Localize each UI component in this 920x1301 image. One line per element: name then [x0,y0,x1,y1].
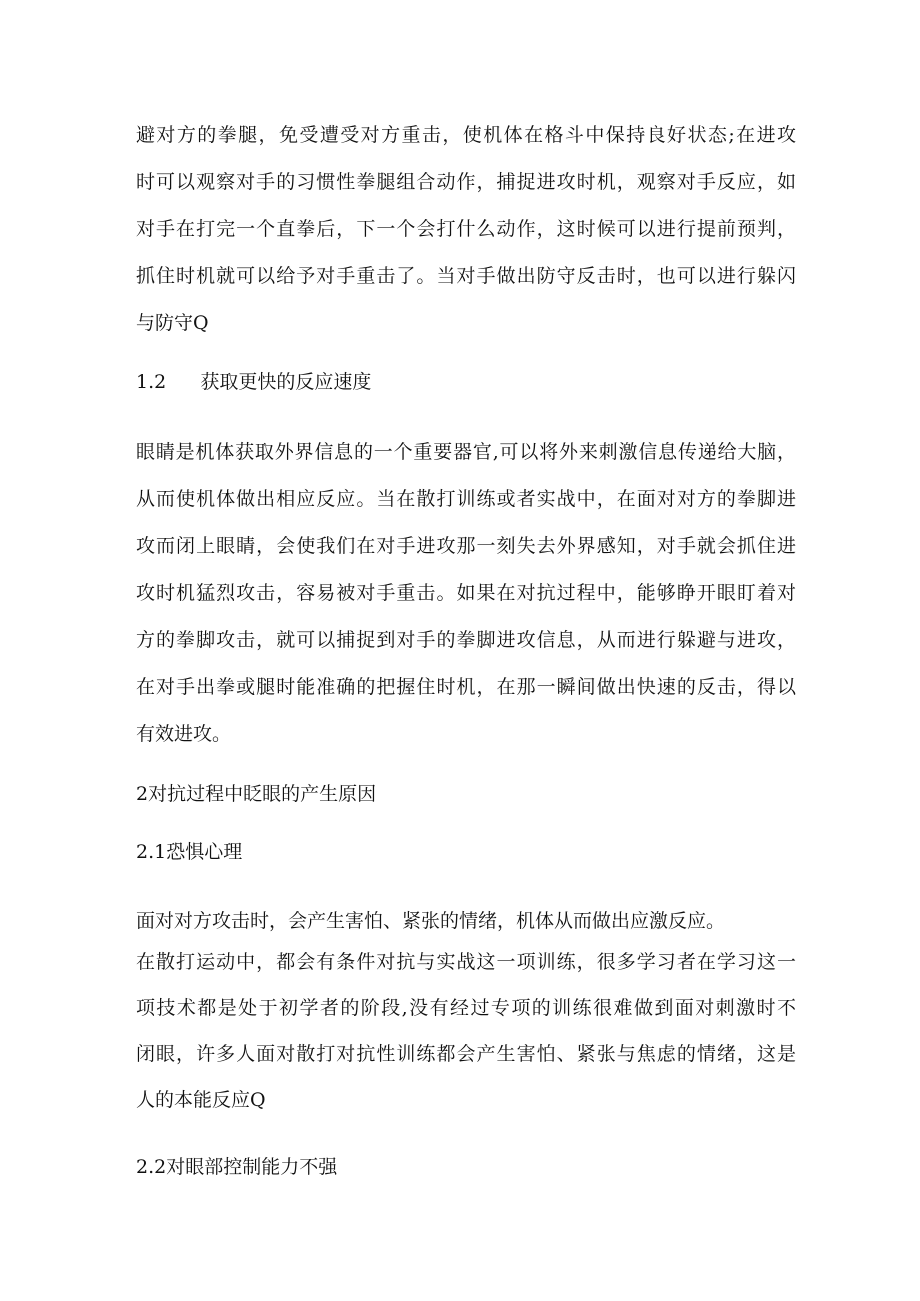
paragraph-line: 在对手出拳或腿时能准确的把握住时机，在那一瞬间做出快速的反击，得以 [136,676,796,698]
paragraph-line: 攻时机猛烈攻击，容易被对手重击。如果在对抗过程中，能够睁开眼盯着对 [136,582,796,604]
paragraph-line: 眼睛是机体获取外界信息的一个重要器官,可以将外来刺激信息传递给大脑， [136,441,796,463]
paragraph-line: 项技术都是处于初学者的阶段,没有经过专项的训练很难做到面对刺激时不 [136,997,796,1019]
section-heading-1-2 [136,370,371,394]
section-title: 获取更快的反应速度 [200,371,372,393]
paragraph-line: 人的本能反应Q [136,1089,266,1111]
paragraph-line: 时可以观察对手的习惯性拳腿组合动作，捕捉进攻时机，观察对手反应，如 [136,171,796,193]
section-heading-2: 2对抗过程中眨眼的产生原因 [136,783,377,805]
paragraph-line: 方的拳脚攻击，就可以捕捉到对手的拳脚进攻信息，从而进行躲避与进攻， [136,629,796,651]
paragraph-line: 攻而闭上眼睛，会使我们在对手进攻那一刻失去外界感知，对手就会抓住进 [136,535,796,557]
paragraph-line: 抓住时机就可以给予对手重击了。当对手做出防守反击时，也可以进行躲闪 [136,265,796,287]
paragraph-line: 与防守Q [136,312,209,334]
paragraph-line: 在散打运动中，都会有条件对抗与实战这一项训练，很多学习者在学习这一 [136,951,796,973]
paragraph-line: 有效进攻。 [136,723,232,745]
paragraph-line: 从而使机体做出相应反应。当在散打训练或者实战中，在面对对方的拳脚进 [136,488,796,510]
paragraph-line: 对手在打完一个直拳后，下一个会打什么动作，这时候可以进行提前预判， [136,218,796,240]
section-heading-2-1: 2.1恐惧心理 [136,841,243,863]
paragraph-line: 避对方的拳腿，免受遭受对方重击，使机体在格斗中保持良好状态;在进攻 [136,124,796,146]
section-heading-2-2: 2.2对眼部控制能力不强 [136,1156,338,1178]
section-number: 1.2 [136,371,167,393]
paragraph-line: 面对对方攻击时，会产生害怕、紧张的情绪，机体从而做出应激反应。 [136,910,726,932]
paragraph-line: 闭眼，许多人面对散打对抗性训练都会产生害怕、紧张与焦虑的情绪，这是 [136,1043,796,1065]
